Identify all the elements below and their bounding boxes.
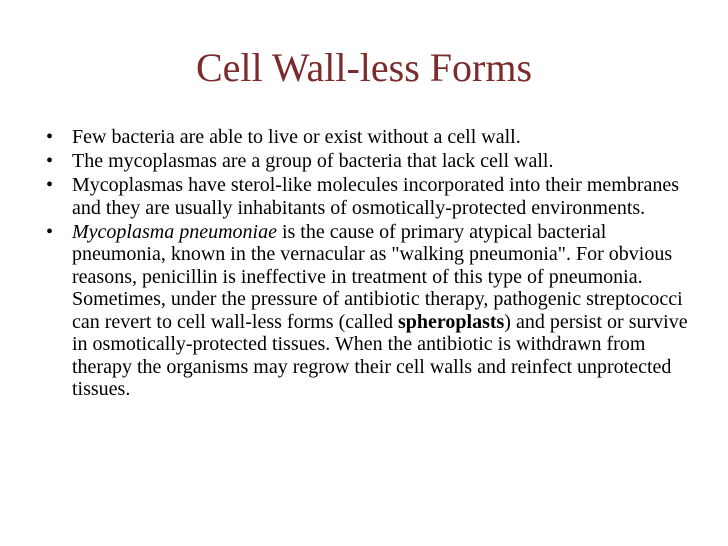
bullet-item <box>46 150 696 173</box>
bullet-marker: • <box>46 150 54 172</box>
key-term: spheroplasts <box>397 310 505 333</box>
bullet-text: The mycoplasmas are a group of bacteria that lack cell wall. <box>72 150 554 172</box>
bullet-text-part: ) and persist or survive in osmotically-protected tissues. When the antibiotic is withdrawn from therapy the organisms may regrow their cell walls and reinfect unprotected tissues. <box>72 310 688 400</box>
bullet-item <box>46 174 696 219</box>
bullet-item <box>46 126 696 149</box>
bullet-marker: • <box>46 174 54 196</box>
bullet-text: Few bacteria are able to live or exist without a cell wall. <box>72 126 521 148</box>
bullet-marker: • <box>46 220 54 243</box>
bullet-marker: • <box>46 126 54 148</box>
organism-name: Mycoplasma pneumoniae <box>72 220 277 243</box>
bullet-item <box>46 221 696 401</box>
bullet-text-part: is the cause of primary atypical bacterial pneumonia, known in the vernacular as "walking pneumonia". For obvious reasons, penicillin is ineffective in treatment of this type of pneumonia. Sometimes, under the pressure of antibiotic therapy, pathogenic streptococci can revert to cell wall-less forms (called <box>72 220 683 333</box>
bullet-text <box>72 221 688 401</box>
bullet-text: Mycoplasmas have sterol-like molecules incorporated into their membranes and they are usually inhabitants of osmotically-protected environments. <box>72 174 680 219</box>
slide-title: Cell Wall-less Forms <box>195 45 533 90</box>
bullet-list <box>46 126 696 402</box>
